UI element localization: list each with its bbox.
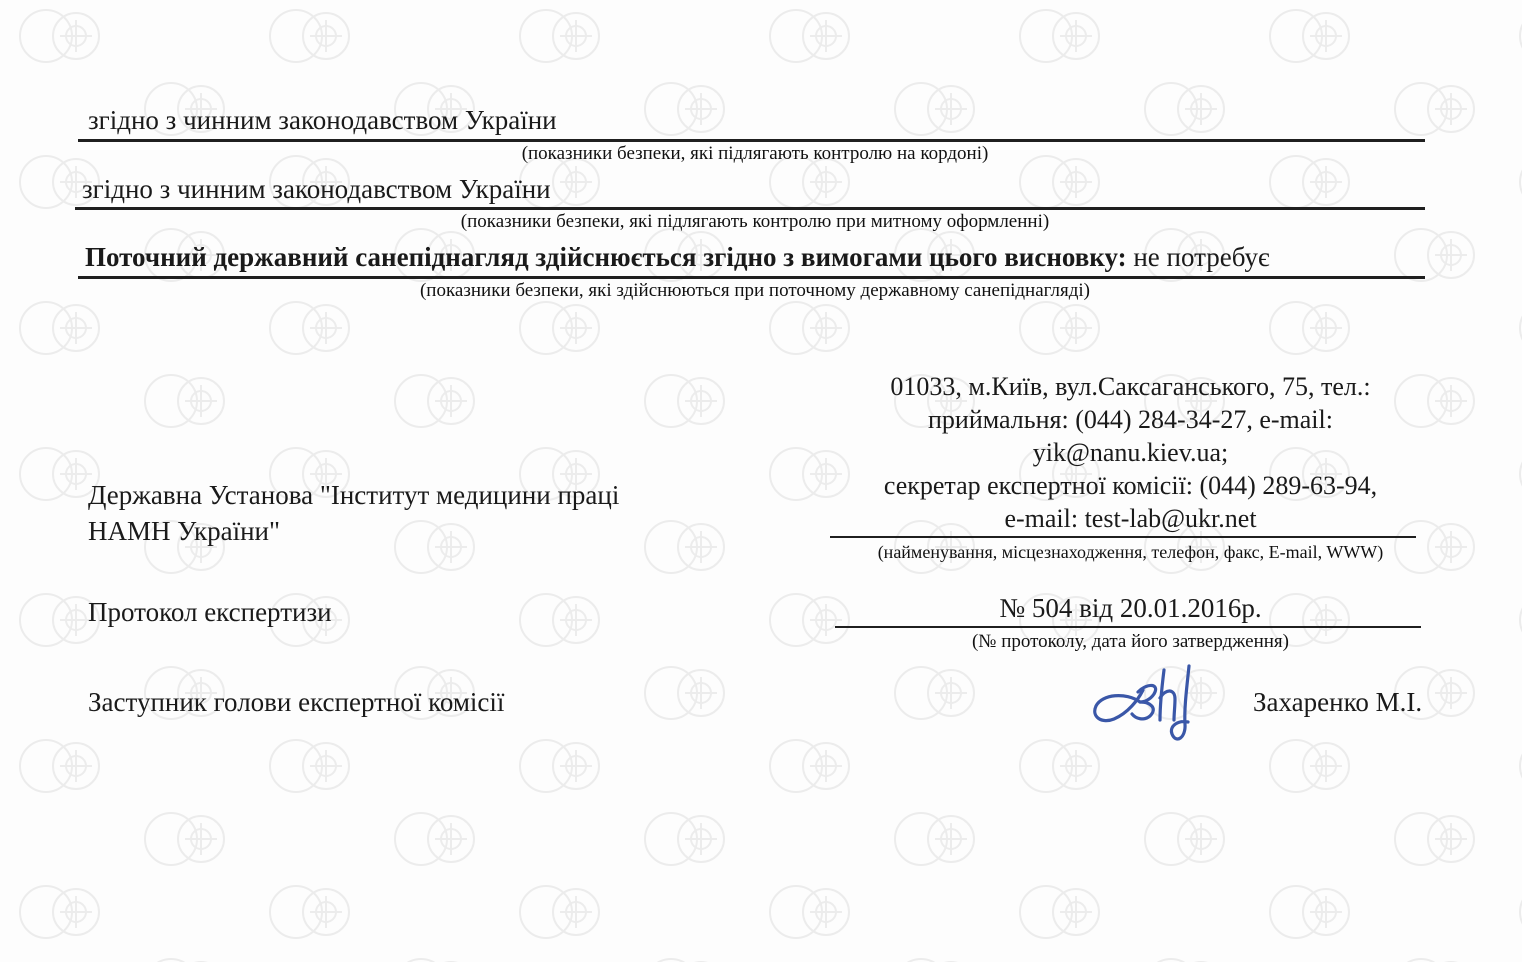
customs-control-value: згідно з чинним законодавством України (82, 174, 551, 204)
border-control-underline (78, 139, 1425, 142)
organization-underline (830, 536, 1416, 538)
organization-caption: (найменування, місцезнаходження, телефон, факс, E-mail, WWW) (877, 542, 1384, 562)
approver-name: Захаренко М.І. (1253, 687, 1423, 717)
address-line: yik@nanu.kiev.ua; (1032, 438, 1229, 467)
protocol-value: № 504 від 20.01.2016р. (999, 593, 1262, 623)
border-control-caption: (показники безпеки, які підлягають контролю на кордоні) (521, 143, 989, 164)
address-line: секретар експертної комісії: (044) 289-63-94, (883, 471, 1378, 500)
current-surveillance-caption: (показники безпеки, які здійснюються при поточному державному санепіднагляді) (419, 280, 1090, 301)
current-surveillance-label: Поточний державний санепіднагляд здійснюється згідно з вимогами цього висновку: (85, 242, 1127, 272)
customs-control-underline (75, 207, 1425, 210)
current-surveillance-value: не потребує (1133, 242, 1270, 272)
protocol-label: Протокол експертизи (88, 597, 332, 627)
organization-address (843, 370, 1418, 535)
signature-icon (1088, 656, 1228, 756)
address-line: приймальня: (044) 284-34-27, e-mail: (928, 405, 1333, 434)
organization-name: Державна Установа "Інститут медицини праці НАМН України" (88, 480, 620, 546)
current-surveillance-line (85, 242, 1270, 273)
customs-control-caption: (показники безпеки, які підлягають контролю при митному оформленні) (460, 211, 1050, 232)
protocol-caption: (№ протоколу, дата його затвердження) (971, 631, 1289, 652)
protocol-underline (835, 626, 1421, 628)
border-control-value: згідно з чинним законодавством України (88, 105, 557, 135)
address-line: e-mail: test-lab@ukr.net (1004, 504, 1257, 533)
current-surveillance-underline (78, 276, 1425, 279)
approver-title: Заступник голови експертної комісії (88, 687, 505, 717)
address-line: 01033, м.Київ, вул.Саксаганського, 75, тел.: (890, 372, 1371, 401)
